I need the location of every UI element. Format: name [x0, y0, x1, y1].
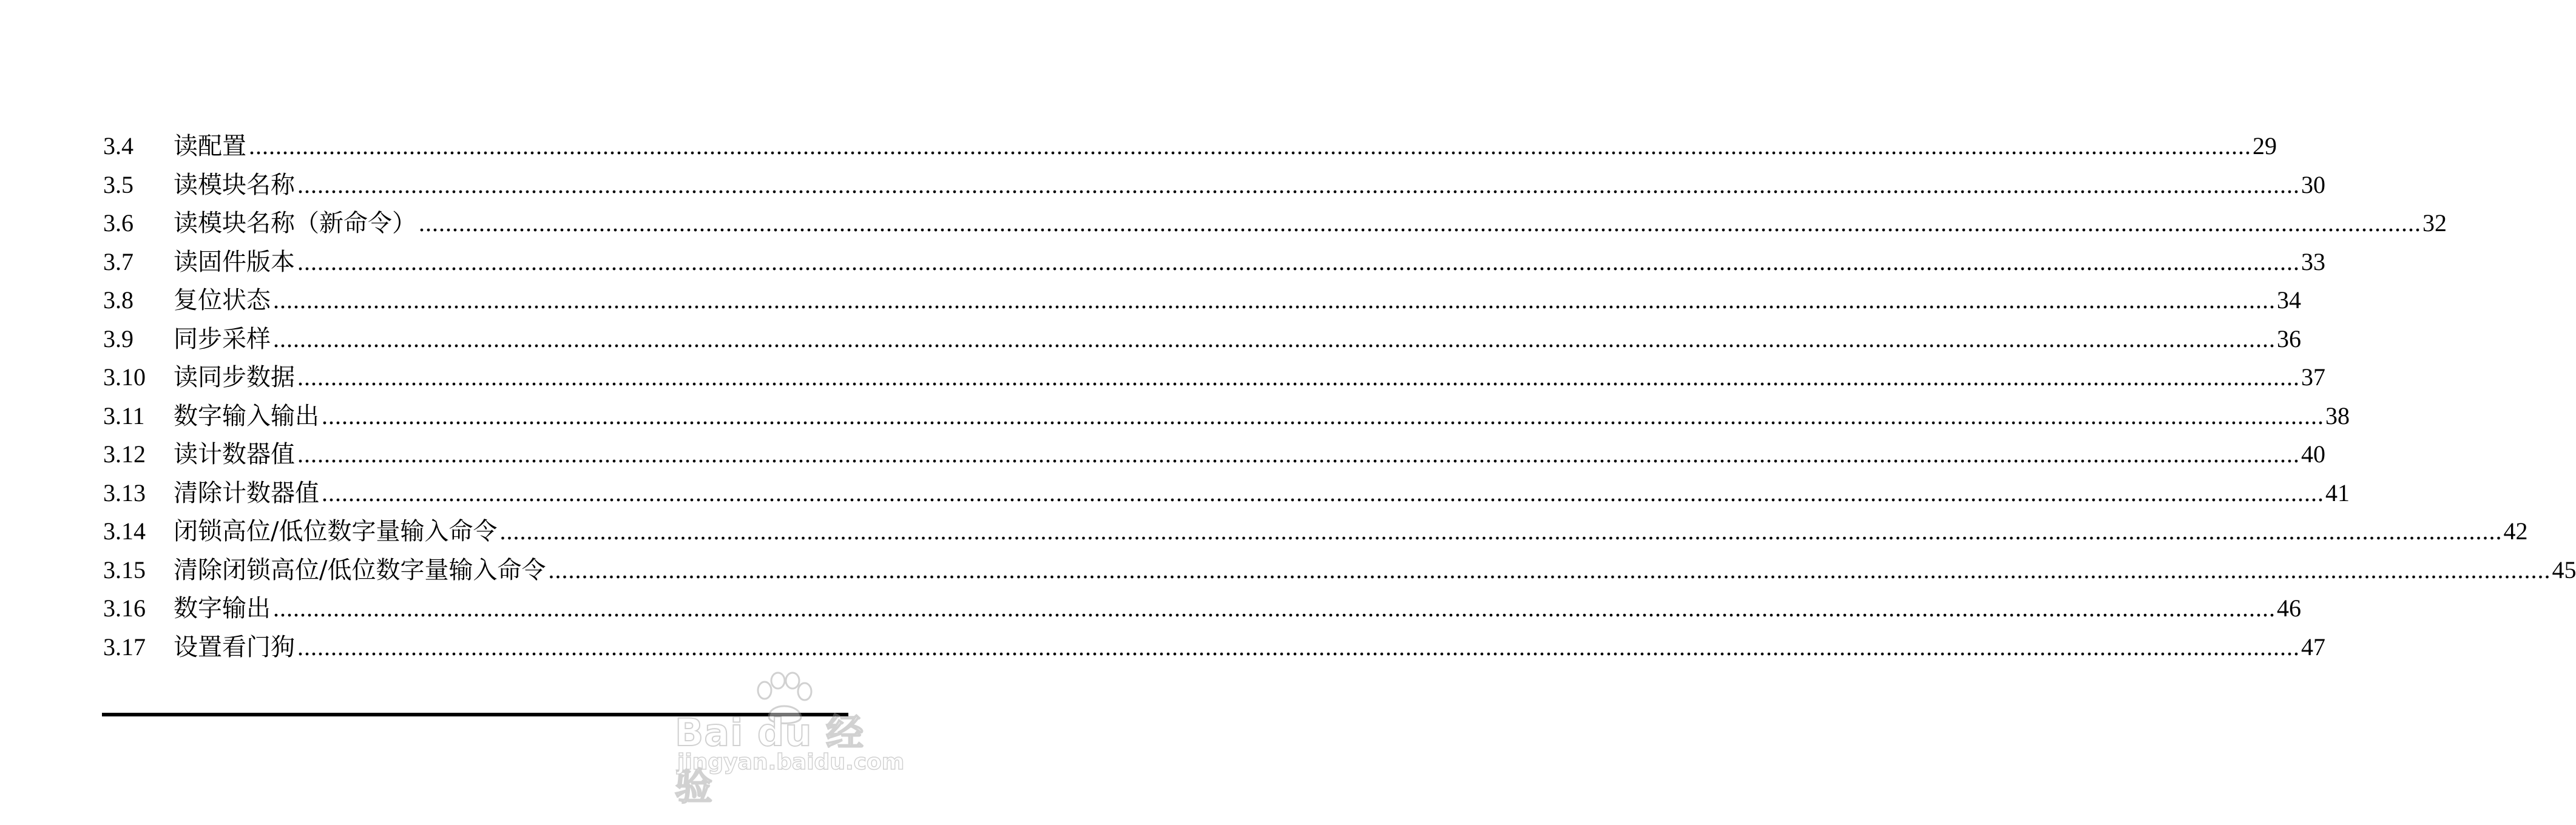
toc-entry-page: 30 — [2300, 166, 2325, 204]
toc-entry-number: 3.7 — [103, 247, 134, 275]
toc-entry[interactable] — [103, 551, 2576, 590]
toc-entry-title: 复位状态 — [174, 286, 271, 314]
toc-leader-dots: ............................................................................................................................................................................................................................................................................................................ — [297, 363, 2300, 391]
toc-leader-dots: ............................................................................................................................................................................................................................................................................................................ — [249, 132, 2251, 160]
toc-entry-page: 34 — [2276, 281, 2301, 320]
toc-entry-title: 读固件版本 — [174, 247, 295, 276]
toc-entry-page: 45 — [2551, 551, 2576, 590]
toc-leader-dots: ............................................................................................................................................................................................................................................................................................................ — [322, 402, 2324, 429]
toc-entry-title: 设置看门狗 — [174, 633, 295, 661]
toc-entry-page: 47 — [2300, 628, 2325, 667]
toc-entry-title: 清除计数器值 — [174, 479, 319, 507]
toc-entry-number: 3.10 — [103, 363, 146, 391]
toc-entry[interactable] — [103, 127, 2277, 166]
toc-leader-dots: ............................................................................................................................................................................................................................................................................................................ — [297, 440, 2300, 468]
toc-leader-dots: ............................................................................................................................................................................................................................................................................................................ — [322, 479, 2324, 507]
toc-entry-title: 读同步数据 — [174, 363, 295, 391]
toc-entry-title: 读模块名称（新命令） — [174, 209, 416, 237]
toc-entry-title: 数字输入输出 — [174, 402, 319, 430]
toc-entry-number: 3.6 — [103, 209, 134, 237]
toc-entry[interactable] — [103, 474, 2350, 513]
toc-entry[interactable] — [103, 512, 2528, 551]
toc-entry-page: 32 — [2421, 204, 2447, 243]
toc-entry-page: 33 — [2300, 243, 2325, 281]
toc-leader-dots: ............................................................................................................................................................................................................................................................................................................ — [273, 286, 2276, 314]
toc-entry-number: 3.14 — [103, 517, 146, 545]
toc-entry-number: 3.8 — [103, 286, 134, 314]
toc-entry[interactable] — [103, 243, 2325, 281]
toc-entry[interactable] — [103, 204, 2447, 243]
toc-entry-page: 29 — [2251, 127, 2277, 166]
toc-entry-title: 读模块名称 — [174, 170, 295, 199]
toc-entry-page: 40 — [2300, 435, 2325, 474]
toc-leader-dots: ............................................................................................................................................................................................................................................................................................................ — [548, 556, 2551, 584]
watermark-brand: Bai du 经验 — [675, 710, 865, 809]
toc-entry-page: 38 — [2324, 397, 2350, 436]
toc-entry[interactable] — [103, 358, 2325, 397]
toc-leader-dots: ............................................................................................................................................................................................................................................................................................................ — [297, 633, 2300, 661]
toc-entry-page: 36 — [2276, 320, 2301, 359]
toc-entry-number: 3.5 — [103, 170, 134, 198]
toc-entry-number: 3.11 — [103, 402, 145, 429]
toc-entry-page: 41 — [2324, 474, 2350, 513]
toc-entry-title: 读计数器值 — [174, 440, 295, 468]
toc-leader-dots: ............................................................................................................................................................................................................................................................................................................ — [297, 170, 2300, 198]
toc-entry-page: 37 — [2300, 358, 2325, 397]
toc-entry-number: 3.15 — [103, 556, 146, 584]
toc-entry[interactable] — [103, 166, 2325, 204]
toc-leader-dots: ............................................................................................................................................................................................................................................................................................................ — [273, 594, 2276, 622]
toc-leader-dots: ............................................................................................................................................................................................................................................................................................................ — [297, 247, 2300, 275]
toc-entry-title: 读配置 — [174, 132, 246, 160]
toc-entry-title: 闭锁高位/低位数字量输入命令 — [174, 517, 498, 545]
toc-entry[interactable] — [103, 435, 2325, 474]
table-of-contents — [103, 127, 2576, 666]
toc-entry-page: 42 — [2502, 512, 2527, 551]
toc-entry-number: 3.12 — [103, 440, 146, 468]
toc-entry-title: 数字输出 — [174, 594, 271, 622]
toc-leader-dots: ............................................................................................................................................................................................................................................................................................................ — [499, 517, 2503, 545]
toc-entry[interactable] — [103, 589, 2301, 628]
toc-entry-title: 同步采样 — [174, 325, 271, 353]
toc-entry-number: 3.16 — [103, 594, 146, 622]
toc-entry-page: 46 — [2276, 589, 2301, 628]
toc-entry[interactable] — [103, 281, 2301, 320]
toc-leader-dots: ............................................................................................................................................................................................................................................................................................................ — [273, 325, 2276, 352]
toc-entry-number: 3.4 — [103, 132, 134, 160]
toc-entry-number: 3.17 — [103, 633, 146, 661]
toc-leader-dots: ............................................................................................................................................................................................................................................................................................................ — [419, 209, 2421, 237]
watermark-url: jingyan.baidu.com — [677, 750, 905, 775]
toc-entry-number: 3.13 — [103, 479, 146, 507]
toc-entry[interactable] — [103, 397, 2350, 436]
toc-entry[interactable] — [103, 320, 2301, 359]
toc-entry-number: 3.9 — [103, 325, 134, 352]
baidu-jingyan-watermark — [675, 672, 905, 809]
toc-entry[interactable] — [103, 628, 2325, 667]
toc-entry-title: 清除闭锁高位/低位数字量输入命令 — [174, 556, 546, 584]
